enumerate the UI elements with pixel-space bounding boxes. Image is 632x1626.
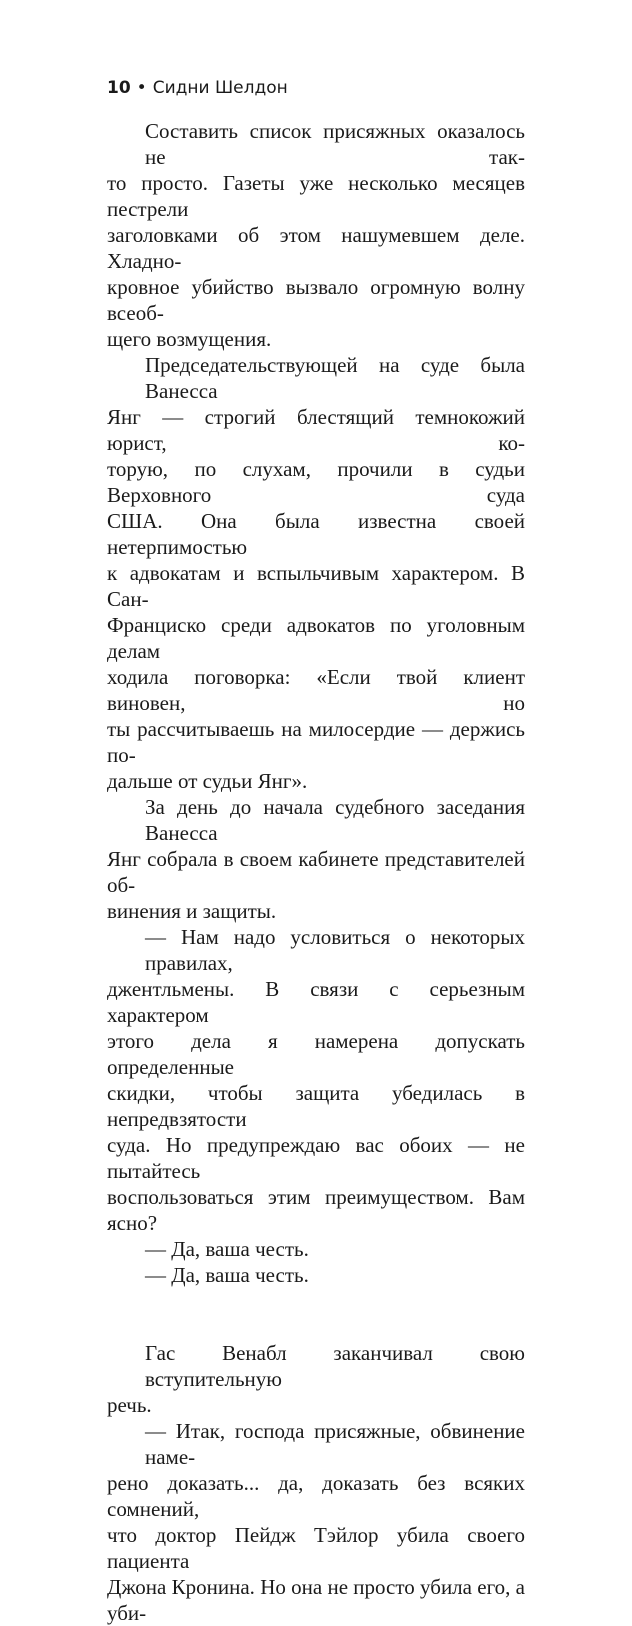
paragraph <box>107 1262 525 1288</box>
text-line: Гас Венабл заканчивал свою вступительную <box>145 1341 525 1391</box>
text-line: — Итак, господа присяжные, обвинение наме- <box>145 1419 525 1469</box>
header-separator: • <box>136 78 147 98</box>
text-line: к адвокатам и вспыльчивым характером. В Сан- <box>107 561 525 611</box>
paragraph <box>107 1418 525 1626</box>
text-line: Янг собрала в своем кабинете представителей об- <box>107 847 525 897</box>
paragraph <box>107 1340 525 1418</box>
text-line: Джона Кронина. Но она не просто убила его, а уби- <box>107 1575 525 1625</box>
paragraph <box>107 1236 525 1262</box>
text-block-before-break <box>107 118 525 1288</box>
text-line: дальше от судьи Янг». <box>107 769 308 793</box>
text-line: рено доказать... да, доказать без всяких сомнений, <box>107 1471 525 1521</box>
page-number: 10 <box>107 78 131 98</box>
text-line: ты рассчитываешь на милосердие — держись по- <box>107 717 525 767</box>
text-line: Составить список присяжных оказалось не так- <box>145 119 525 169</box>
text-line: — Да, ваша честь. <box>145 1263 309 1287</box>
paragraph <box>107 924 525 1236</box>
text-line: ходила поговорка: «Если твой клиент виновен, но <box>107 665 525 715</box>
text-line: воспользоваться этим преимуществом. Вам ясно? <box>107 1185 525 1235</box>
text-line: речь. <box>107 1393 152 1417</box>
text-line: Франциско среди адвокатов по уголовным делам <box>107 613 525 663</box>
running-header <box>107 76 288 100</box>
text-line: что доктор Пейдж Тэйлор убила своего пациента <box>107 1523 525 1573</box>
text-line: кровное убийство вызвало огромную волну всеоб- <box>107 275 525 325</box>
running-title: Сидни Шелдон <box>152 78 288 98</box>
page-body <box>107 118 525 1626</box>
text-line: джентльмены. В связи с серьезным характером <box>107 977 525 1027</box>
text-line: этого дела я намерена допускать определенные <box>107 1029 525 1079</box>
text-line: За день до начала судебного заседания Ванесса <box>145 795 525 845</box>
text-line: винения и защиты. <box>107 899 277 923</box>
section-break <box>107 1288 525 1340</box>
text-line: Председательствующей на суде была Ванесса <box>145 353 525 403</box>
text-block-after-break <box>107 1340 525 1626</box>
text-line: щего возмущения. <box>107 327 272 351</box>
text-line: скидки, чтобы защита убедилась в непредвзятости <box>107 1081 525 1131</box>
paragraph <box>107 352 525 794</box>
text-line: — Нам надо условиться о некоторых правилах, <box>145 925 525 975</box>
text-line: заголовками об этом нашумевшем деле. Хладно- <box>107 223 525 273</box>
text-line: торую, по слухам, прочили в судьи Верховного суда <box>107 457 525 507</box>
paragraph <box>107 118 525 352</box>
text-line: — Да, ваша честь. <box>145 1237 309 1261</box>
text-line: то просто. Газеты уже несколько месяцев пестрели <box>107 171 525 221</box>
text-line: суда. Но предупреждаю вас обоих — не пытайтесь <box>107 1133 525 1183</box>
text-line: Янг — строгий блестящий темнокожий юрист, ко- <box>107 405 525 455</box>
paragraph <box>107 794 525 924</box>
text-line: США. Она была известна своей нетерпимостью <box>107 509 525 559</box>
